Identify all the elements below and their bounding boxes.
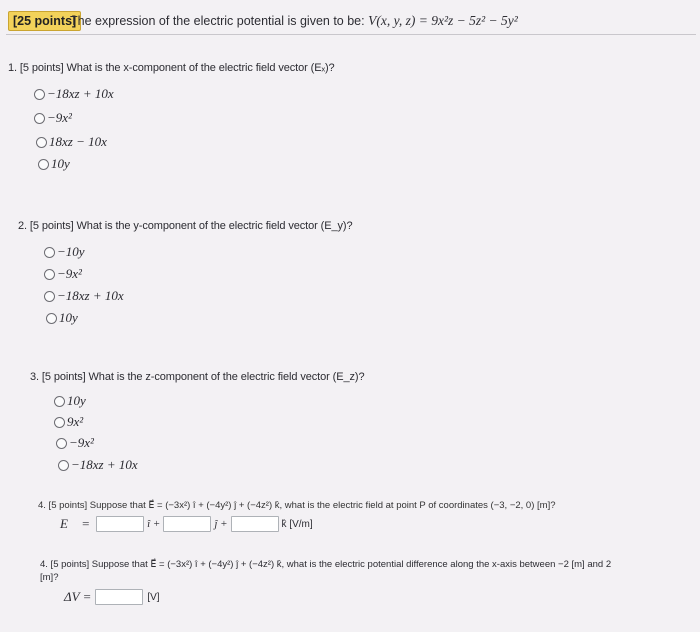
q2-option-2[interactable] — [44, 266, 82, 282]
radio-icon[interactable] — [56, 438, 67, 449]
q4-ex-input[interactable] — [96, 516, 144, 532]
q4-ez-input[interactable] — [231, 516, 279, 532]
q3-option-1-label: 10y — [67, 393, 86, 408]
q5-deltav-input[interactable] — [95, 589, 143, 605]
q4-lhs: E⃗ = — [60, 516, 91, 531]
q5-answer-row — [64, 589, 160, 605]
points-badge: [25 points] — [8, 11, 81, 31]
q3-option-3[interactable] — [56, 435, 94, 451]
stem-formula: V(x, y, z) = 9x²z − 5z² − 5y² — [368, 13, 518, 28]
q4-sep-j: ĵ + — [214, 518, 228, 530]
q4-answer-row — [60, 516, 313, 532]
q2-text: 2. [5 points] What is the y-component of the electric field vector (E_y)? — [18, 220, 353, 232]
question-stem — [70, 13, 518, 29]
q1-option-3-label: 18xz − 10x — [49, 134, 107, 149]
question-header — [6, 10, 696, 35]
q5-lhs: ΔV = — [64, 589, 92, 604]
stem-text: The expression of the electric potential is given to be: — [70, 14, 365, 28]
radio-icon[interactable] — [44, 291, 55, 302]
q4-sep-i: î + — [147, 518, 161, 530]
radio-icon[interactable] — [44, 247, 55, 258]
q1-option-2[interactable] — [34, 110, 72, 126]
q1-option-2-label: −9x² — [47, 110, 72, 125]
radio-icon[interactable] — [34, 89, 45, 100]
q5-text-line2: [m]? — [40, 572, 59, 583]
q5-text-line1: 4. [5 points] Suppose that E⃗ = (−3x²) î + (−4y²) ĵ + (−4z²) k̂, what is the electric potential difference along the x-axis between −2 [m] and 2 — [40, 559, 612, 570]
radio-icon[interactable] — [34, 113, 45, 124]
radio-icon[interactable] — [44, 269, 55, 280]
q1-option-3[interactable] — [36, 134, 107, 150]
radio-icon[interactable] — [58, 460, 69, 471]
q2-option-3[interactable] — [44, 288, 124, 304]
q3-option-1[interactable] — [54, 393, 86, 409]
radio-icon[interactable] — [46, 313, 57, 324]
q3-text: 3. [5 points] What is the z-component of the electric field vector (E_z)? — [30, 371, 365, 383]
q1-option-4-label: 10y — [51, 156, 70, 171]
radio-icon[interactable] — [54, 396, 65, 407]
q5-unit: [V] — [147, 591, 160, 603]
q1-option-1[interactable] — [34, 86, 114, 102]
radio-icon[interactable] — [36, 137, 47, 148]
q3-option-2[interactable] — [54, 414, 83, 430]
q3-option-3-label: −9x² — [69, 435, 94, 450]
q3-option-2-label: 9x² — [67, 414, 84, 429]
q2-option-1[interactable] — [44, 244, 85, 260]
q4-ey-input[interactable] — [163, 516, 211, 532]
radio-icon[interactable] — [38, 159, 49, 170]
q1-option-1-label: −18xz + 10x — [47, 86, 114, 101]
q3-option-4-label: −18xz + 10x — [71, 457, 138, 472]
q3-option-4[interactable] — [58, 457, 138, 473]
q2-option-4-label: 10y — [59, 310, 78, 325]
q1-option-4[interactable] — [38, 156, 70, 172]
q4-text: 4. [5 points] Suppose that E⃗ = (−3x²) î + (−4y²) ĵ + (−4z²) k̂, what is the electric field at point P of coordinates (−3, −2, 0) [m]? — [38, 500, 556, 511]
radio-icon[interactable] — [54, 417, 65, 428]
q1-text: 1. [5 points] What is the x-component of the electric field vector (Eₓ)? — [8, 62, 335, 74]
q2-option-3-label: −18xz + 10x — [57, 288, 124, 303]
q2-option-4[interactable] — [46, 310, 78, 326]
q2-option-1-label: −10y — [57, 244, 85, 259]
q2-option-2-label: −9x² — [57, 266, 82, 281]
q4-unit: k̂ [V/m] — [281, 518, 313, 530]
